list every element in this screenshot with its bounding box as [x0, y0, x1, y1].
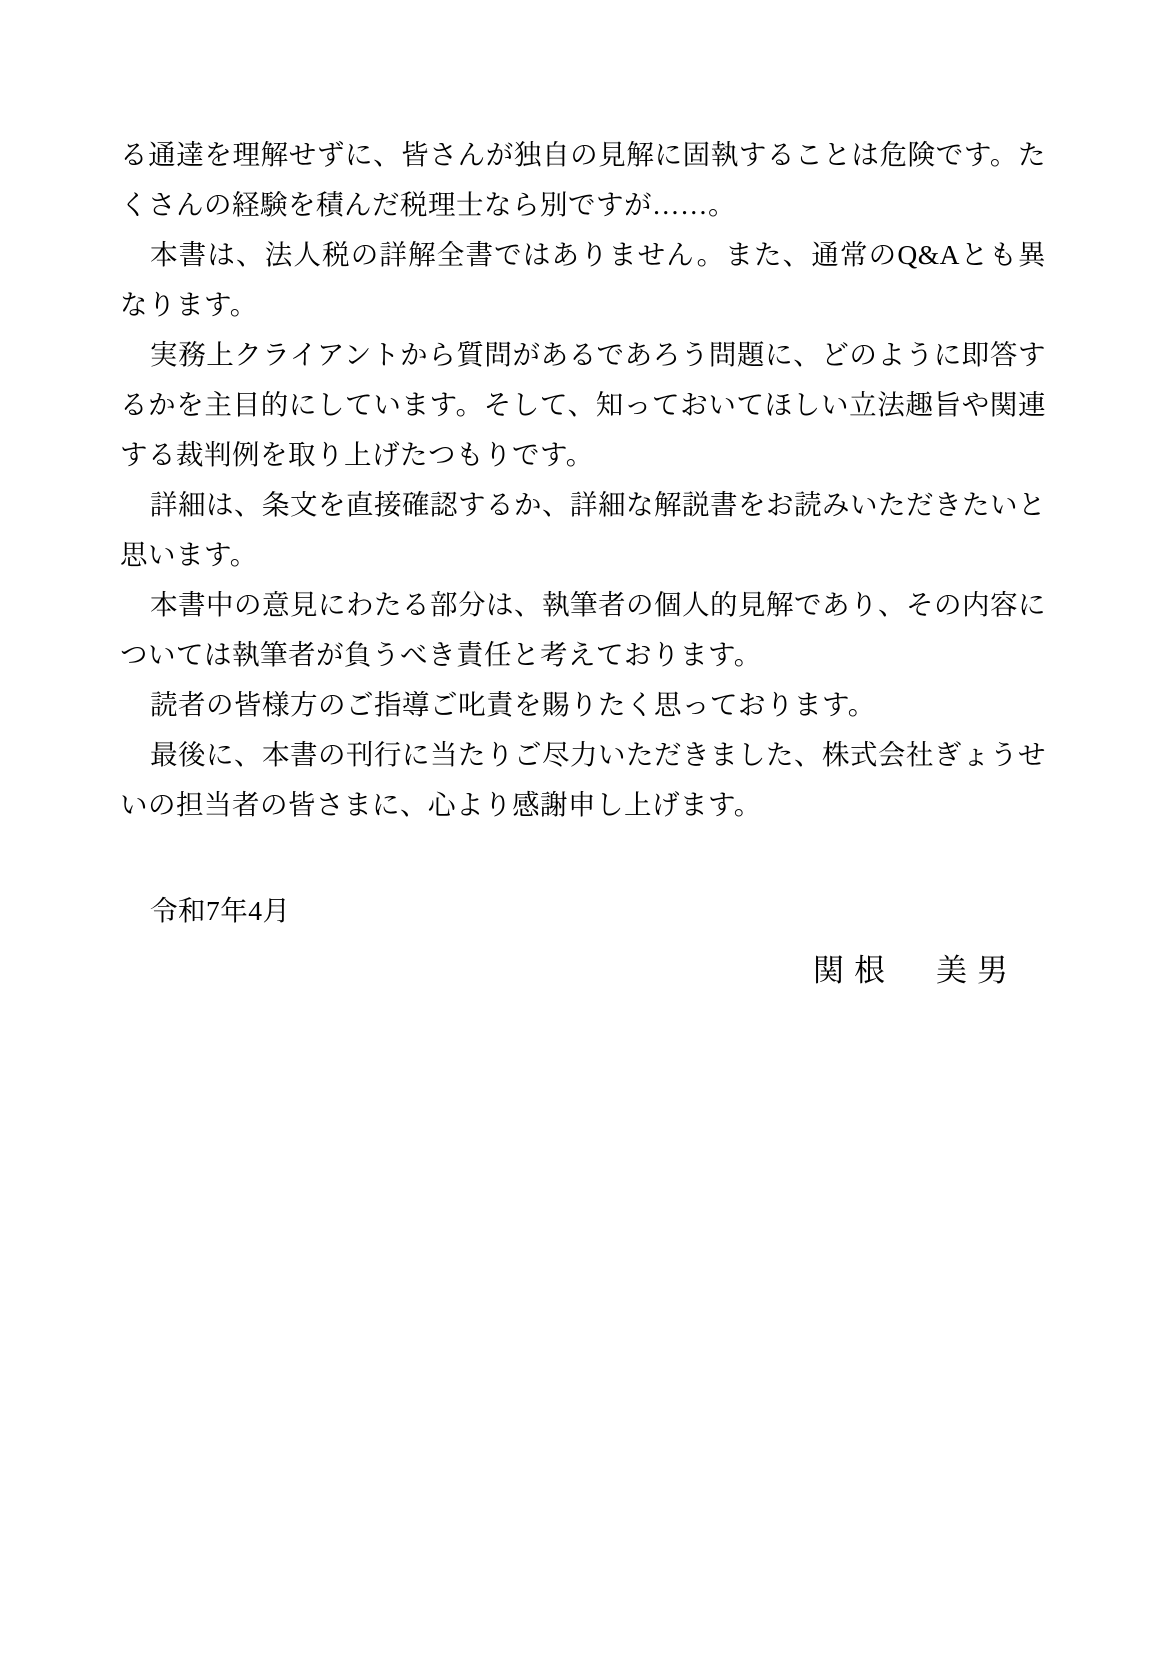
document-date: 令和7年4月 [150, 895, 291, 926]
paragraph: 本書は、法人税の詳解全書ではありません。また、通常のQ&Aとも異なります。 [120, 239, 1046, 320]
author-name: 関根 美男 [813, 953, 1018, 988]
paragraph: 実務上クライアントから質問があるであろう問題に、どのように即答するかを主目的にしています。そして、知っておいてほしい立法趣旨や関連する裁判例を取り上げたつもりです。 [120, 339, 1046, 470]
paragraph: 最後に、本書の刊行に当たりご尽力いただきました、株式会社ぎょうせいの担当者の皆さまに、心より感謝申し上げます。 [120, 739, 1046, 820]
signature-block [120, 886, 1046, 1000]
paragraph-continuation: る通達を理解せずに、皆さんが独自の見解に固執することは危険です。たくさんの経験を積んだ税理士なら別ですが……。 [120, 139, 1046, 220]
paragraph: 詳細は、条文を直接確認するか、詳細な解説書をお読みいただきたいと思います。 [120, 489, 1046, 570]
body-text [120, 130, 1046, 830]
paragraph: 読者の皆様方のご指導ご叱責を賜りたく思っております。 [150, 689, 876, 720]
paragraph: 本書中の意見にわたる部分は、執筆者の個人的見解であり、その内容については執筆者が負うべき責任と考えております。 [120, 589, 1046, 670]
